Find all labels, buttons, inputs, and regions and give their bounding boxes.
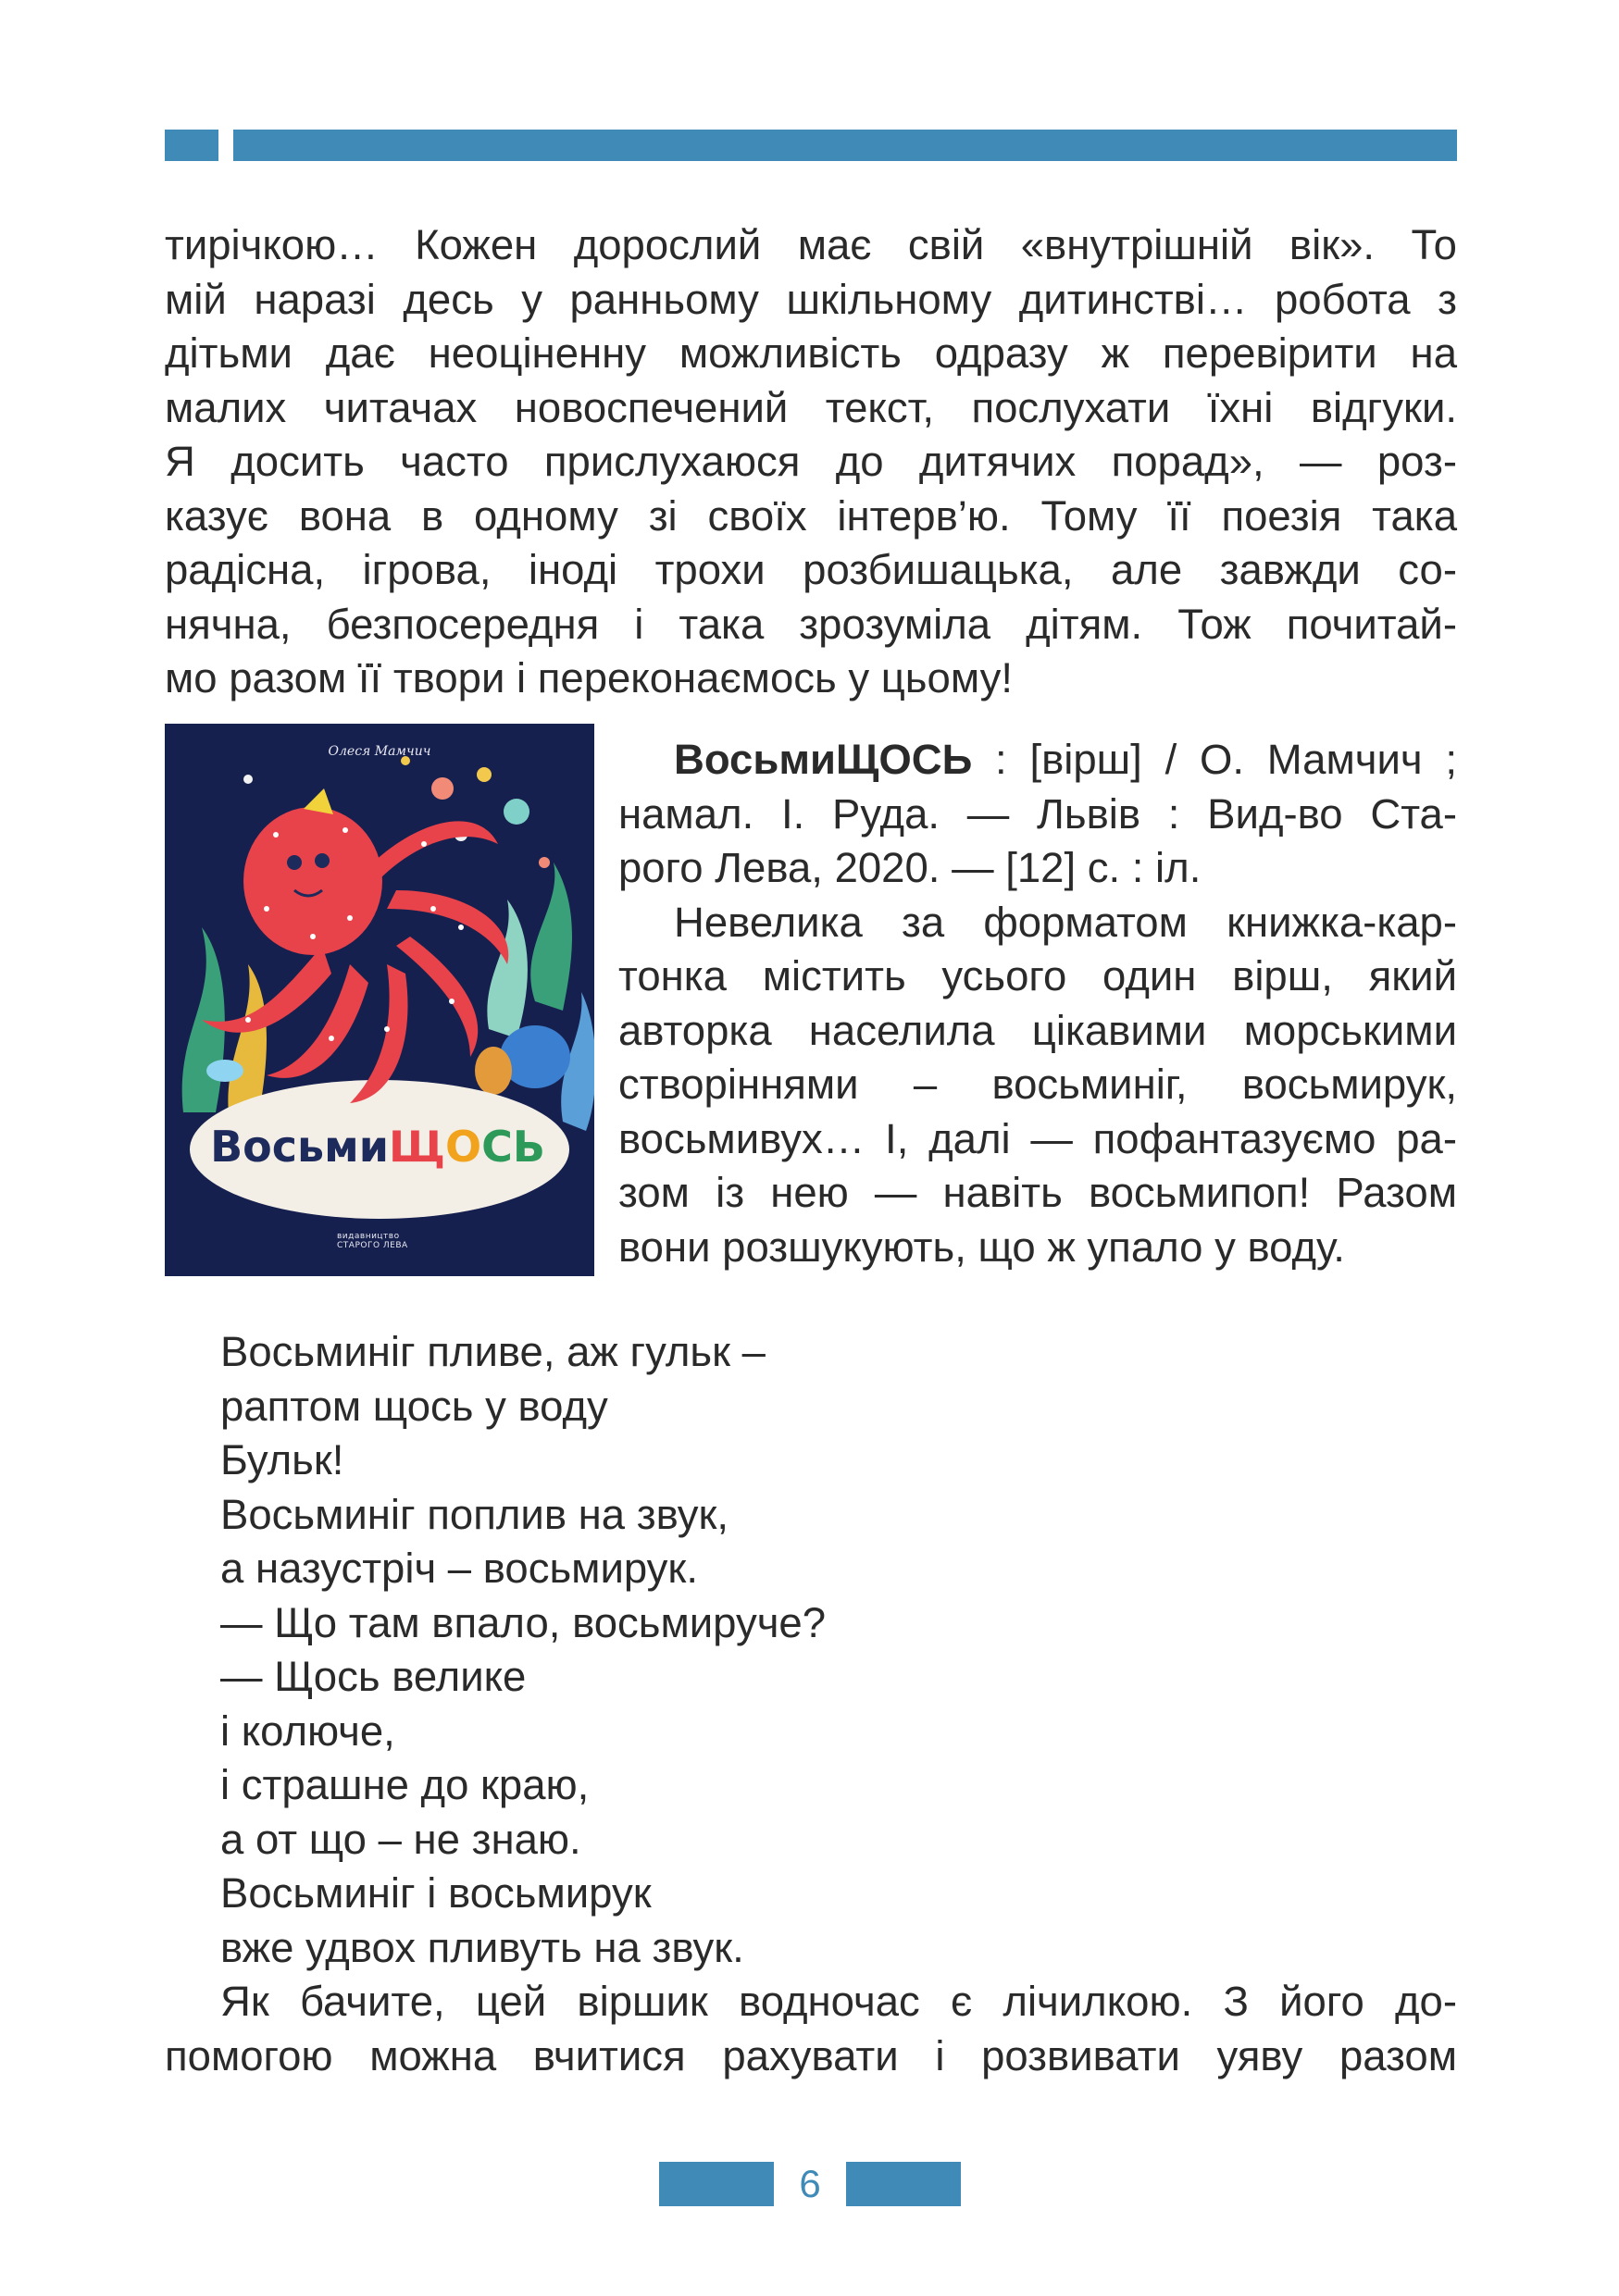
header-bar-long <box>233 130 1457 161</box>
intro-line: казує вона в одному зі своїх інтерв’ю. Тому її поезія така <box>165 491 1457 540</box>
intro-line: мо разом її твори і переконаємось у цьому! <box>165 654 1013 701</box>
intro-line: радісна, ігрова, іноді трохи розбишацька, але завжди со- <box>165 546 1457 593</box>
intro-line: Я досить часто прислухаюся до дитячих порад», — роз- <box>165 438 1457 485</box>
poem-line: Восьминіг пливе, аж гульк – <box>220 1328 766 1375</box>
intro-line: тирічкою… Кожен дорослий має свій «внутрішній вік». То <box>165 221 1457 268</box>
poem-line: Восьминіг і восьмирук <box>220 1869 652 1917</box>
octopus-illustration <box>165 724 594 1276</box>
outro-paragraph <box>165 1975 1457 2083</box>
footer-bar-left <box>659 2162 774 2206</box>
poem-line: Бульк! <box>220 1436 344 1483</box>
book-cover-image <box>165 724 594 1276</box>
footer-bar-right <box>846 2162 961 2206</box>
intro-line: малих читачах новоспечений текст, послухати їхні відгуки. <box>165 383 1457 431</box>
cover-author: Олеся Мамчич <box>328 744 431 759</box>
poem-line: — Що там впало, восьмируче? <box>220 1598 827 1646</box>
description-line: восьмивух… І, далі — пофантазуємо ра- <box>618 1114 1457 1162</box>
outro-line: помогою можна вчитися рахувати і розвивати уяву разом <box>165 2031 1457 2079</box>
description-line: вони розшукують, що ж упало у воду. <box>618 1222 1345 1271</box>
citation-line: рого Лева, 2020. — [12] с. : іл. <box>618 844 1202 891</box>
description-line: зом із нею — навіть восьмипоп! Разом <box>618 1169 1457 1216</box>
poem <box>220 1325 826 1975</box>
description-line: Невелика за форматом книжка-кар- <box>674 898 1457 946</box>
description-line: створіннями – восьминіг, восьмирук, <box>618 1061 1457 1108</box>
outro-line: Як бачите, цей віршик водночас є лічилкою. З його до- <box>220 1978 1457 2025</box>
description-line: авторка населила цікавими морськими <box>618 1006 1457 1054</box>
intro-paragraph <box>165 218 1457 706</box>
book-description <box>618 733 1457 1274</box>
poem-line: а от що – не знаю. <box>220 1815 581 1863</box>
header-bar-short <box>165 130 218 161</box>
citation-line: намал. І. Руда. — Львів : Вид-во Ста- <box>618 789 1457 838</box>
intro-line: мій наразі десь у ранньому шкільному дитинстві… робота з <box>165 275 1457 323</box>
poem-line: раптом щось у воду <box>220 1382 608 1430</box>
cover-title: ВосьмиЩОСЬ <box>210 1122 545 1172</box>
poem-line: і страшне до краю, <box>220 1761 590 1808</box>
poem-line: а назустріч – восьмирук. <box>220 1545 698 1592</box>
book-title: ВосьмиЩОСЬ <box>674 736 973 783</box>
description-line: тонка містить усього один вірш, який <box>618 952 1457 999</box>
poem-line: Восьминіг поплив на звук, <box>220 1490 729 1538</box>
poem-line: і колюче, <box>220 1706 395 1755</box>
poem-line: — Щось велике <box>220 1653 527 1700</box>
poem-line: вже удвох пливуть на звук. <box>220 1923 744 1971</box>
citation-line: ВосьмиЩОСЬ : [вірш] / О. Мамчич ; <box>674 736 1457 783</box>
page-number: 6 <box>799 2162 821 2205</box>
intro-line: дітьми дає неоціненну можливість одразу ж перевірити на <box>165 329 1457 377</box>
intro-line: нячна, безпосередня і така зрозуміла дітям. Тож почитай- <box>165 600 1457 648</box>
cover-publisher: видавництво СТАРОГО ЛЕВА <box>337 1232 408 1250</box>
